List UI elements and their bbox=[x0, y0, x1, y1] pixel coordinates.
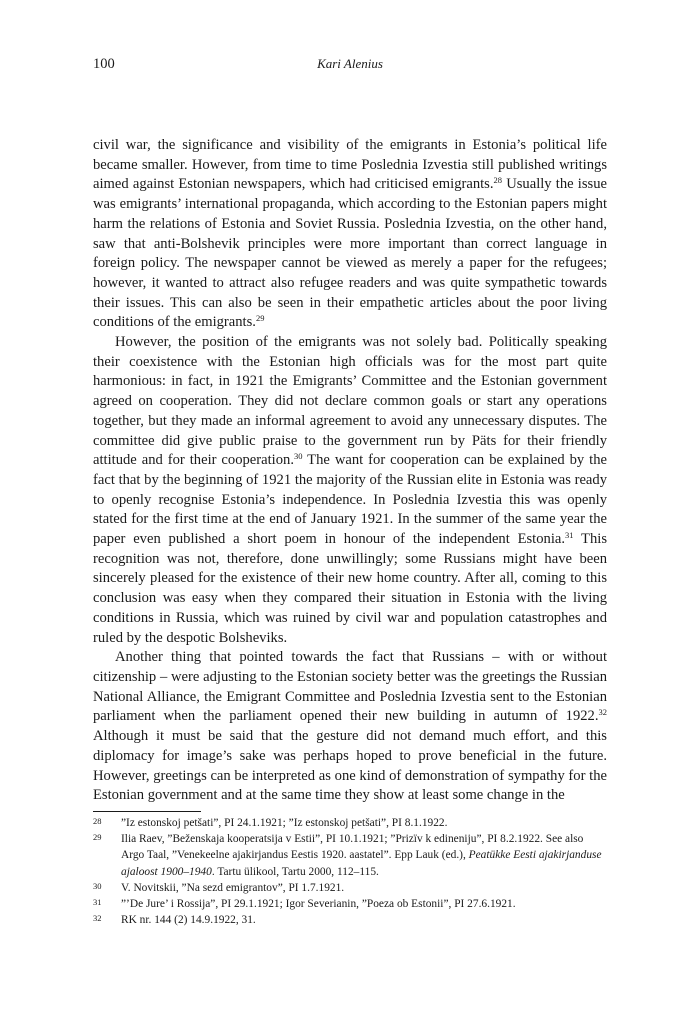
footnote-text: RK nr. 144 (2) 14.9.1922, 31. bbox=[121, 914, 256, 927]
footnote-text: V. Novitskii, ”Na sezd emigrantov”, PI 1.7.1921. bbox=[121, 881, 345, 894]
footnote-28 bbox=[93, 815, 607, 831]
footnote-number: 31 bbox=[93, 897, 102, 908]
paragraph-2: However, the position of the emigrants was not solely bad. Politically speaking their coexistence with the Estonian high officials was for the most part quite harmonious: in fact, in 1921 the Emigrants’ Committee and the Estonian government agreed on cooperation. They did not declare common goals or start any operations together, but they made an informal agreement to avoid any unnecessary disputes. The committee did give public praise to the government run by Päts for their friendly attitude and for their cooperation.$^{30}$ The want for cooperation can be explained by the fact that by the beginning of 1921 the majority of the Russian elite in Estonia was ready to openly recognise Estonia’s independence. In Poslednia Izvestia this was openly stated for the first time at the end of January 1921. In the summer of the same year the paper even published a short poem in honour of the independent Estonia.$^{31}$ This recognition was not, therefore, done unwillingly; some Russians might have been sincerely pleased for the existence of their new home country. After all, coming to this conclusion was easy when they compared their situation in Estonia with the living conditions in Russia, which was ruined by civil war and population catastrophes and ruled by the despotic Bolsheviks. bbox=[93, 334, 607, 646]
footnote-text: ”Iz estonskoj petšati”, PI 24.1.1921; ”Iz estonskoj petšati”, PI 8.1.1922. bbox=[121, 817, 448, 829]
footnote-number: 30 bbox=[93, 880, 102, 891]
footnote-ref-29[interactable]: 29 bbox=[255, 313, 265, 324]
paragraph-1: civil war, the significance and visibility of the emigrants in Estonia’s political life became smaller. However, from time to time Poslednia Izvestia still published writings aimed against Estonian newspapers, which had criticised emigrants.$^{28}$ Usually the issue was emigrants’ international propaganda, which according to the Estonian papers might harm the relations of Estonia and Soviet Russia. Poslednia Izvestia, on the other hand, saw that anti-Bolshevik principles were more important than correct language in foreign policy. The newspaper cannot be viewed as merely a paper for the refugees; however, it wanted to attract also refugee readers and was quite sympathetic towards their issues. This can also be seen in their empathetic articles about the poor living conditions of the emigrants.$^{29}$ bbox=[93, 137, 607, 331]
footnote-text: Ilia Raev, ”Beženskaja kooperatsija v Estii”, PI 10.1.1921; ”Prizïv k edineniju”, PI 8.2.1922. See also Argo Taal, ”Venekeelne ajakirjandus Eestis 1920. aastatel”. Epp Lauk (ed.), Peatükke Eesti ajakirjanduse ajaloost 1900–1940. Tartu ülikool, Tartu 2000, 112–115. bbox=[121, 833, 602, 878]
footnote-32 bbox=[93, 912, 607, 928]
footnote-30 bbox=[93, 880, 607, 896]
footnote-number: 28 bbox=[93, 816, 102, 826]
footnote-number: 32 bbox=[93, 913, 102, 924]
footnote-number: 29 bbox=[93, 832, 102, 843]
running-head-author: Kari Alenius bbox=[317, 56, 383, 71]
page-number: 100 bbox=[93, 56, 115, 72]
footnote-ref-30[interactable]: 30 bbox=[293, 451, 303, 462]
footnote-ref-31[interactable]: 31 bbox=[565, 530, 574, 541]
footnote-ref-32[interactable]: 32 bbox=[598, 707, 607, 718]
body-text bbox=[93, 136, 607, 806]
page-header bbox=[93, 56, 607, 74]
footnote-separator bbox=[93, 811, 201, 812]
footnote-text: ”’De Jure’ i Rossija”, PI 29.1.1921; Igor Severianin, ”Poeza ob Estonii”, PI 27.6.1921. bbox=[121, 898, 516, 911]
footnote-31 bbox=[93, 896, 607, 912]
footnote-29 bbox=[93, 831, 607, 880]
paragraph-3: Another thing that pointed towards the fact that Russians – with or without citizenship – were adjusting to the Estonian society better was the greetings the Russian National Alliance, the Emigrant Committee and Poslednia Izvestia sent to the Estonian parliament when the parliament opened their new building in autumn of 1922.32 Although it must be said that the gesture did not demand much effort, and this diplomacy for image’s sake was perhaps hoped to prove beneficial in the future. However, greetings can be interpreted as one kind of demonstration of sympathy for the Estonian government and at the same time they show at least some change in the bbox=[93, 649, 607, 804]
book-title: Peatükke Eesti ajakirjanduse ajaloost 1900–1940 bbox=[121, 849, 602, 878]
footnotes bbox=[93, 815, 607, 928]
footnote-ref-28[interactable]: 28 bbox=[493, 175, 503, 186]
